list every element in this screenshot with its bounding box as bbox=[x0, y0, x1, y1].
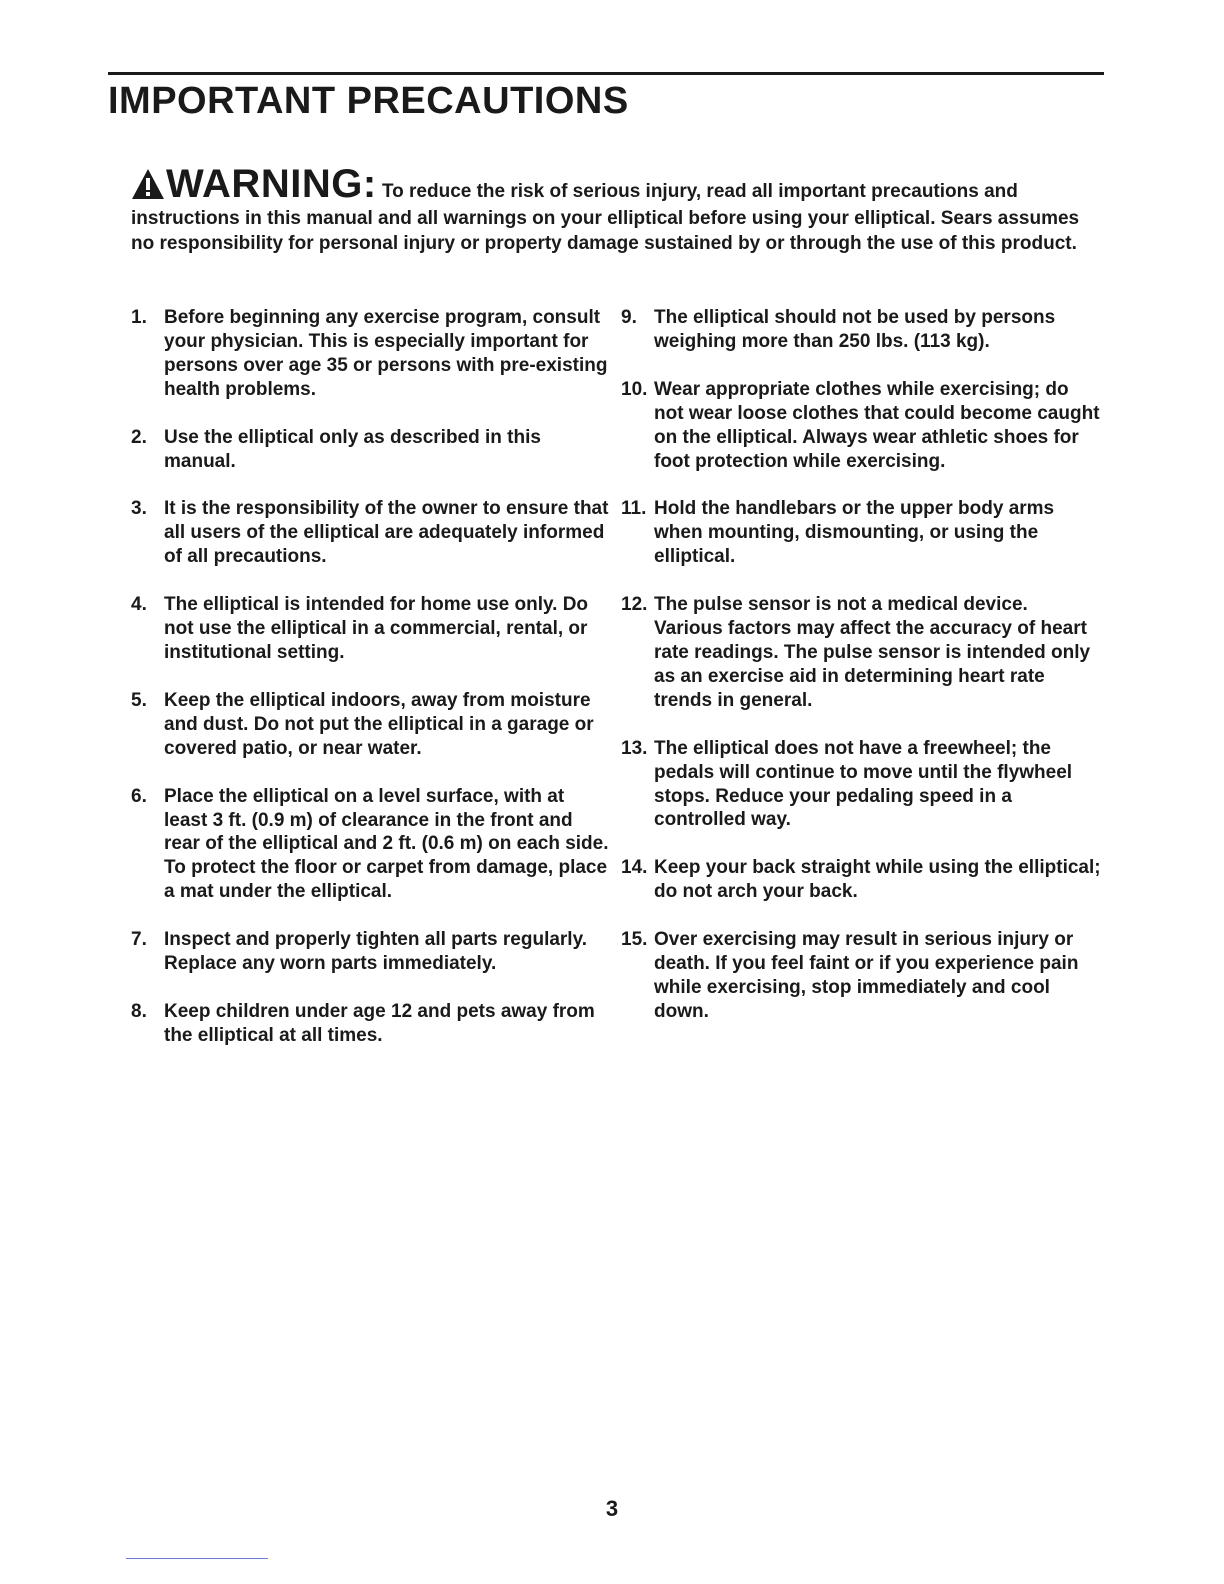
item-number: 5. bbox=[131, 689, 147, 711]
item-text: It is the responsibility of the owner to ensure that all users of the elliptical are adequately informed of all precautions. bbox=[164, 498, 609, 568]
item-number: 12. bbox=[621, 594, 648, 616]
warning-text: To reduce the risk of serious injury, read all important precautions and instructions in this manual and all warnings on your elliptical before using your elliptical. Sears assumes no responsibility for personal injury or property damage sustained by or through the use of this product. bbox=[131, 181, 1080, 254]
page-title: IMPORTANT PRECAUTIONS bbox=[108, 80, 629, 122]
list-item bbox=[621, 593, 1101, 713]
precautions-list-left bbox=[131, 306, 611, 1072]
item-text: The elliptical should not be used by persons weighing more than 250 lbs. (113 kg). bbox=[654, 307, 1056, 352]
item-text: Use the elliptical only as described in this manual. bbox=[164, 426, 541, 472]
item-number: 7. bbox=[131, 929, 147, 951]
list-item bbox=[131, 593, 611, 665]
top-rule bbox=[108, 72, 1104, 75]
item-number: 8. bbox=[131, 1000, 147, 1022]
item-number: 15. bbox=[621, 929, 648, 951]
item-number: 9. bbox=[621, 307, 637, 328]
list-item bbox=[131, 426, 611, 474]
item-text: Over exercising may result in serious injury or death. If you feel faint or if you experience pain while exercising, stop immediately and cool down. bbox=[654, 929, 1079, 1022]
precautions-list-right bbox=[621, 306, 1101, 1048]
item-number: 11. bbox=[621, 498, 647, 520]
list-item bbox=[621, 928, 1101, 1024]
bottom-rule bbox=[126, 1558, 268, 1559]
item-text: Hold the handlebars or the upper body arms when mounting, dismounting, or using the elliptical. bbox=[654, 498, 1055, 568]
warning-label: WARNING bbox=[166, 162, 363, 206]
item-number: 3. bbox=[131, 498, 147, 520]
list-item bbox=[131, 497, 611, 569]
list-item bbox=[131, 689, 611, 761]
list-item bbox=[131, 1000, 611, 1048]
item-text: Keep the elliptical indoors, away from moisture and dust. Do not put the elliptical in a garage or covered patio, or near water. bbox=[164, 689, 594, 759]
item-number: 6. bbox=[131, 785, 147, 807]
item-number: 4. bbox=[131, 594, 147, 616]
item-text: Wear appropriate clothes while exercising; do not wear loose clothes that could become caught on the elliptical. Always wear athletic shoes for foot protection while exercising. bbox=[654, 378, 1100, 472]
item-text: Inspect and properly tighten all parts regularly. Replace any worn parts immediately. bbox=[164, 929, 588, 975]
warning-triangle-icon bbox=[131, 167, 165, 207]
list-item bbox=[621, 856, 1101, 904]
list-item bbox=[131, 785, 611, 905]
item-number: 10. bbox=[621, 378, 648, 400]
item-text: Keep children under age 12 and pets away from the elliptical at all times. bbox=[164, 1000, 595, 1046]
item-text: Keep your back straight while using the elliptical; do not arch your back. bbox=[654, 857, 1101, 903]
item-text: The pulse sensor is not a medical device. Various factors may affect the accuracy of heart rate readings. The pulse sensor is intended only as an exercise aid in determining heart rate trends in general. bbox=[654, 594, 1091, 711]
page-number: 3 bbox=[605, 1496, 619, 1521]
item-number: 13. bbox=[621, 737, 648, 759]
item-text: The elliptical is intended for home use only. Do not use the elliptical in a commercial, rental, or institutional setting. bbox=[164, 594, 589, 663]
warning-block bbox=[131, 164, 1091, 256]
list-item bbox=[131, 928, 611, 976]
item-text: The elliptical does not have a freewheel; the pedals will continue to move until the flywheel stops. Reduce your pedaling speed in a controlled way. bbox=[654, 737, 1073, 831]
list-item bbox=[621, 378, 1101, 474]
warning-heading bbox=[131, 162, 377, 206]
list-item bbox=[131, 306, 611, 402]
item-number: 14. bbox=[621, 857, 648, 879]
item-text: Place the elliptical on a level surface, with at least 3 ft. (0.9 m) of clearance in the front and rear of the elliptical and 2 ft. (0.6 m) on each side. To protect the floor or carpet from damage, place a mat under the elliptical. bbox=[164, 785, 609, 903]
list-item bbox=[621, 306, 1101, 354]
item-number: 1. bbox=[131, 307, 147, 328]
list-item bbox=[621, 737, 1101, 833]
warning-colon: : bbox=[362, 162, 377, 206]
item-number: 2. bbox=[131, 426, 147, 448]
item-text: Before beginning any exercise program, consult your physician. This is especially important for persons over age 35 or persons with pre-existing health problems. bbox=[164, 307, 608, 400]
list-item bbox=[621, 497, 1101, 569]
